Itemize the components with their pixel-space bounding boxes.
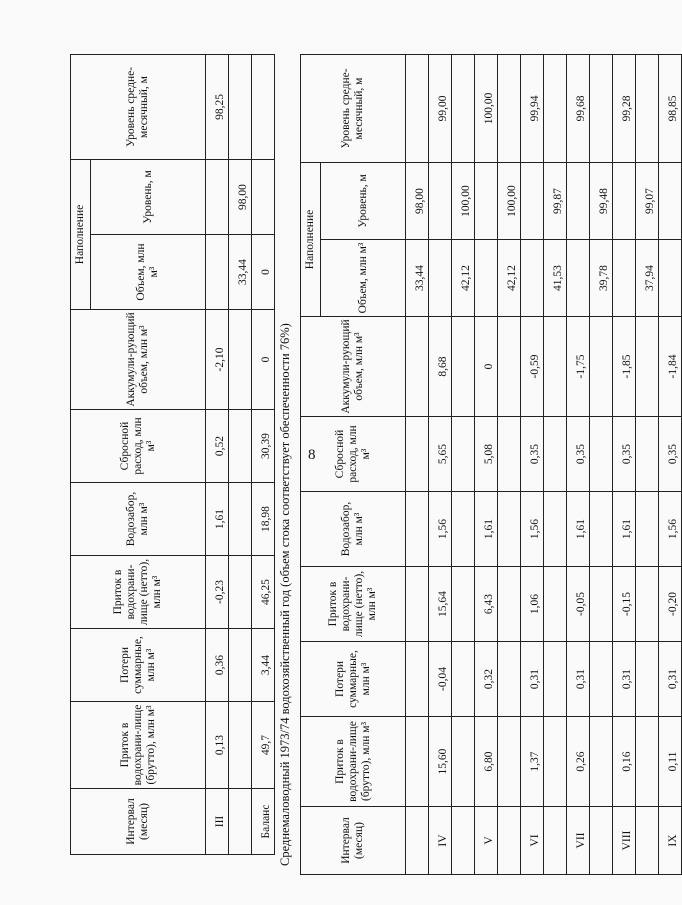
- header-losses: Потери суммарные, млн м³: [71, 629, 206, 702]
- table-row: [475, 54, 498, 874]
- cell-level-monthly: 99,28: [613, 54, 636, 162]
- cell-volume: 42,12: [498, 240, 521, 317]
- cell-accumulated: -1,75: [567, 317, 590, 417]
- cell-level: 99,87: [544, 162, 567, 239]
- cell-level: 99,48: [590, 162, 613, 239]
- header-accumulated: Аккумули-рующий объем, млн м³: [301, 317, 406, 417]
- cell-inflow-gross: 0,26: [567, 717, 590, 807]
- cell-losses: 0,31: [521, 642, 544, 717]
- cell-level: [252, 159, 275, 234]
- cell-withdrawal: 1,61: [567, 492, 590, 567]
- cell-inflow-gross: [636, 717, 659, 807]
- table-row: [252, 54, 275, 854]
- cell-interval: VII: [567, 807, 590, 875]
- header-level: Уровень, м: [91, 159, 206, 234]
- cell-level: [521, 162, 544, 239]
- cell-inflow-gross: [590, 717, 613, 807]
- cell-discharge: 0,35: [521, 417, 544, 492]
- header-filling: Наполнение: [301, 162, 321, 316]
- cell-withdrawal: [636, 492, 659, 567]
- cell-withdrawal: [452, 492, 475, 567]
- cell-accumulated: [498, 317, 521, 417]
- cell-inflow-net: [406, 567, 429, 642]
- cell-discharge: 5,08: [475, 417, 498, 492]
- cell-inflow-net: [498, 567, 521, 642]
- table-2-wrapper: [300, 54, 682, 875]
- header-volume: Объем, млн м³: [91, 235, 206, 310]
- cell-interval: VIII: [613, 807, 636, 875]
- cell-level-monthly: [498, 54, 521, 162]
- cell-volume: 41,53: [544, 240, 567, 317]
- cell-level-monthly: 99,68: [567, 54, 590, 162]
- table-row: [521, 54, 544, 874]
- cell-interval: III: [206, 789, 229, 855]
- header-discharge: Сбросной расход, млн м³: [71, 410, 206, 483]
- cell-losses: [636, 642, 659, 717]
- cell-level-monthly: [636, 54, 659, 162]
- cell-losses: 3,44: [252, 629, 275, 702]
- cell-level: 98,00: [406, 162, 429, 239]
- cell-volume: [613, 240, 636, 317]
- cell-level-monthly: 98,25: [206, 54, 229, 159]
- cell-discharge: [544, 417, 567, 492]
- cell-inflow-gross: 6,80: [475, 717, 498, 807]
- cell-inflow-gross: [406, 717, 429, 807]
- cell-discharge: 30,39: [252, 410, 275, 483]
- cell-accumulated: [590, 317, 613, 417]
- cell-interval: VI: [521, 807, 544, 875]
- cell-losses: [406, 642, 429, 717]
- table-2: [300, 54, 682, 875]
- cell-withdrawal: 18,98: [252, 483, 275, 556]
- cell-accumulated: [452, 317, 475, 417]
- cell-discharge: 0,35: [613, 417, 636, 492]
- cell-inflow-net: -0,20: [659, 567, 682, 642]
- cell-level: [567, 162, 590, 239]
- cell-losses: 0,31: [567, 642, 590, 717]
- cell-interval: [452, 807, 475, 875]
- cell-accumulated: [406, 317, 429, 417]
- cell-losses: 0,31: [613, 642, 636, 717]
- cell-losses: [544, 642, 567, 717]
- cell-inflow-gross: 49,7: [252, 702, 275, 789]
- cell-inflow-net: [452, 567, 475, 642]
- table-row: [613, 54, 636, 874]
- cell-withdrawal: [590, 492, 613, 567]
- cell-accumulated: [636, 317, 659, 417]
- header-inflow-net: Приток в водохрани-лище (нетто), млн м³: [301, 567, 406, 642]
- cell-withdrawal: [229, 483, 252, 556]
- cell-volume: 39,78: [590, 240, 613, 317]
- cell-interval: V: [475, 807, 498, 875]
- table-row: [229, 54, 252, 854]
- table-row: [590, 54, 613, 874]
- table-1-wrapper: [70, 54, 275, 855]
- cell-accumulated: 0: [252, 310, 275, 410]
- table-row: [452, 54, 475, 874]
- cell-withdrawal: 1,61: [613, 492, 636, 567]
- cell-level-monthly: 100,00: [475, 54, 498, 162]
- cell-level-monthly: [252, 54, 275, 159]
- cell-inflow-net: 46,25: [252, 556, 275, 629]
- cell-interval: IV: [429, 807, 452, 875]
- cell-inflow-gross: 1,37: [521, 717, 544, 807]
- cell-losses: 0,32: [475, 642, 498, 717]
- cell-discharge: [229, 410, 252, 483]
- cell-volume: [206, 235, 229, 310]
- cell-level: [613, 162, 636, 239]
- cell-level-monthly: 99,94: [521, 54, 544, 162]
- cell-inflow-net: 6,43: [475, 567, 498, 642]
- cell-interval: [636, 807, 659, 875]
- cell-losses: -0,04: [429, 642, 452, 717]
- cell-volume: [567, 240, 590, 317]
- cell-inflow-gross: 0,16: [613, 717, 636, 807]
- cell-inflow-gross: [452, 717, 475, 807]
- cell-withdrawal: [498, 492, 521, 567]
- table-row: [567, 54, 590, 874]
- header-level-monthly: Уровень средне-месячный, м: [71, 54, 206, 159]
- cell-discharge: [406, 417, 429, 492]
- header-filling: Наполнение: [71, 159, 91, 309]
- cell-level: [475, 162, 498, 239]
- cell-withdrawal: 1,56: [429, 492, 452, 567]
- cell-accumulated: -0,59: [521, 317, 544, 417]
- cell-discharge: [636, 417, 659, 492]
- cell-discharge: 0,35: [659, 417, 682, 492]
- cell-inflow-net: [544, 567, 567, 642]
- cell-discharge: 0,52: [206, 410, 229, 483]
- cell-interval: [229, 789, 252, 855]
- cell-level-monthly: [229, 54, 252, 159]
- cell-volume: 33,44: [406, 240, 429, 317]
- header-inflow-gross: Приток в водохрани-лище (брутто), млн м³: [71, 702, 206, 789]
- cell-withdrawal: 1,61: [206, 483, 229, 556]
- table-row: [636, 54, 659, 874]
- cell-accumulated: -1,85: [613, 317, 636, 417]
- cell-volume: [521, 240, 544, 317]
- cell-interval: Баланс: [252, 789, 275, 855]
- table-row: [498, 54, 521, 874]
- cell-inflow-gross: 15,60: [429, 717, 452, 807]
- cell-losses: [590, 642, 613, 717]
- cell-accumulated: -1,84: [659, 317, 682, 417]
- table-1: [70, 54, 275, 855]
- cell-level: 98,00: [229, 159, 252, 234]
- cell-withdrawal: 1,56: [659, 492, 682, 567]
- cell-withdrawal: 1,61: [475, 492, 498, 567]
- cell-losses: [498, 642, 521, 717]
- cell-inflow-net: -0,23: [206, 556, 229, 629]
- table-row: [544, 54, 567, 874]
- cell-level-monthly: 98,85: [659, 54, 682, 162]
- cell-inflow-net: 1,06: [521, 567, 544, 642]
- header-inflow-gross: Приток в водохрани-лище (брутто), млн м³: [301, 717, 406, 807]
- cell-volume: 42,12: [452, 240, 475, 317]
- cell-volume: [475, 240, 498, 317]
- cell-interval: [544, 807, 567, 875]
- cell-level-monthly: [452, 54, 475, 162]
- cell-interval: [406, 807, 429, 875]
- header-interval: Интервал (месяц): [301, 807, 406, 875]
- cell-volume: [659, 240, 682, 317]
- cell-inflow-gross: 0,13: [206, 702, 229, 789]
- cell-losses: 0,31: [659, 642, 682, 717]
- cell-interval: IX: [659, 807, 682, 875]
- cell-accumulated: -2,10: [206, 310, 229, 410]
- cell-level: [206, 159, 229, 234]
- cell-level-monthly: [590, 54, 613, 162]
- cell-level: [659, 162, 682, 239]
- header-losses: Потери суммарные, млн м³: [301, 642, 406, 717]
- cell-withdrawal: [406, 492, 429, 567]
- header-withdrawal: Водозабор, млн м³: [301, 492, 406, 567]
- header-discharge: Сбросной расход, млн м³: [301, 417, 406, 492]
- cell-volume: [429, 240, 452, 317]
- cell-inflow-net: [590, 567, 613, 642]
- table-2-caption: Среднемаловодный 1973/74 водохозяйственный год (объем стока соответствует обеспеченности 76%): [278, 323, 292, 866]
- cell-inflow-gross: [544, 717, 567, 807]
- table-row: [206, 54, 229, 854]
- cell-accumulated: [544, 317, 567, 417]
- cell-inflow-net: -0,05: [567, 567, 590, 642]
- cell-losses: 0,36: [206, 629, 229, 702]
- table-row: [406, 54, 429, 874]
- cell-inflow-net: 15,64: [429, 567, 452, 642]
- cell-accumulated: 8,68: [429, 317, 452, 417]
- cell-discharge: 0,35: [567, 417, 590, 492]
- cell-level: 100,00: [498, 162, 521, 239]
- header-volume: Объем, млн м³: [321, 240, 406, 317]
- cell-inflow-net: [636, 567, 659, 642]
- cell-discharge: [590, 417, 613, 492]
- cell-withdrawal: [544, 492, 567, 567]
- cell-level-monthly: [406, 54, 429, 162]
- cell-inflow-net: [229, 556, 252, 629]
- header-level-monthly: Уровень средне-месячный, м: [301, 54, 406, 162]
- cell-level: 100,00: [452, 162, 475, 239]
- header-accumulated: Аккумули-рующий объем, млн м³: [71, 310, 206, 410]
- cell-withdrawal: 1,56: [521, 492, 544, 567]
- cell-level: 99,07: [636, 162, 659, 239]
- cell-discharge: 5,65: [429, 417, 452, 492]
- cell-level: [429, 162, 452, 239]
- cell-interval: [498, 807, 521, 875]
- cell-discharge: [498, 417, 521, 492]
- cell-level-monthly: 99,00: [429, 54, 452, 162]
- cell-volume: 33,44: [229, 235, 252, 310]
- cell-inflow-gross: [229, 702, 252, 789]
- cell-losses: [452, 642, 475, 717]
- header-inflow-net: Приток в водохрани-лище (нетто), млн м³: [71, 556, 206, 629]
- cell-inflow-gross: 0,11: [659, 717, 682, 807]
- cell-losses: [229, 629, 252, 702]
- table-row: [659, 54, 682, 874]
- cell-volume: 37,94: [636, 240, 659, 317]
- cell-interval: [590, 807, 613, 875]
- page-number: 8: [308, 447, 316, 463]
- cell-inflow-net: -0,15: [613, 567, 636, 642]
- header-interval: Интервал (месяц): [71, 789, 206, 855]
- cell-level-monthly: [544, 54, 567, 162]
- cell-discharge: [452, 417, 475, 492]
- table-row: [429, 54, 452, 874]
- cell-accumulated: [229, 310, 252, 410]
- cell-accumulated: 0: [475, 317, 498, 417]
- header-level: Уровень, м: [321, 162, 406, 239]
- cell-inflow-gross: [498, 717, 521, 807]
- header-withdrawal: Водозабор, млн м³: [71, 483, 206, 556]
- cell-volume: 0: [252, 235, 275, 310]
